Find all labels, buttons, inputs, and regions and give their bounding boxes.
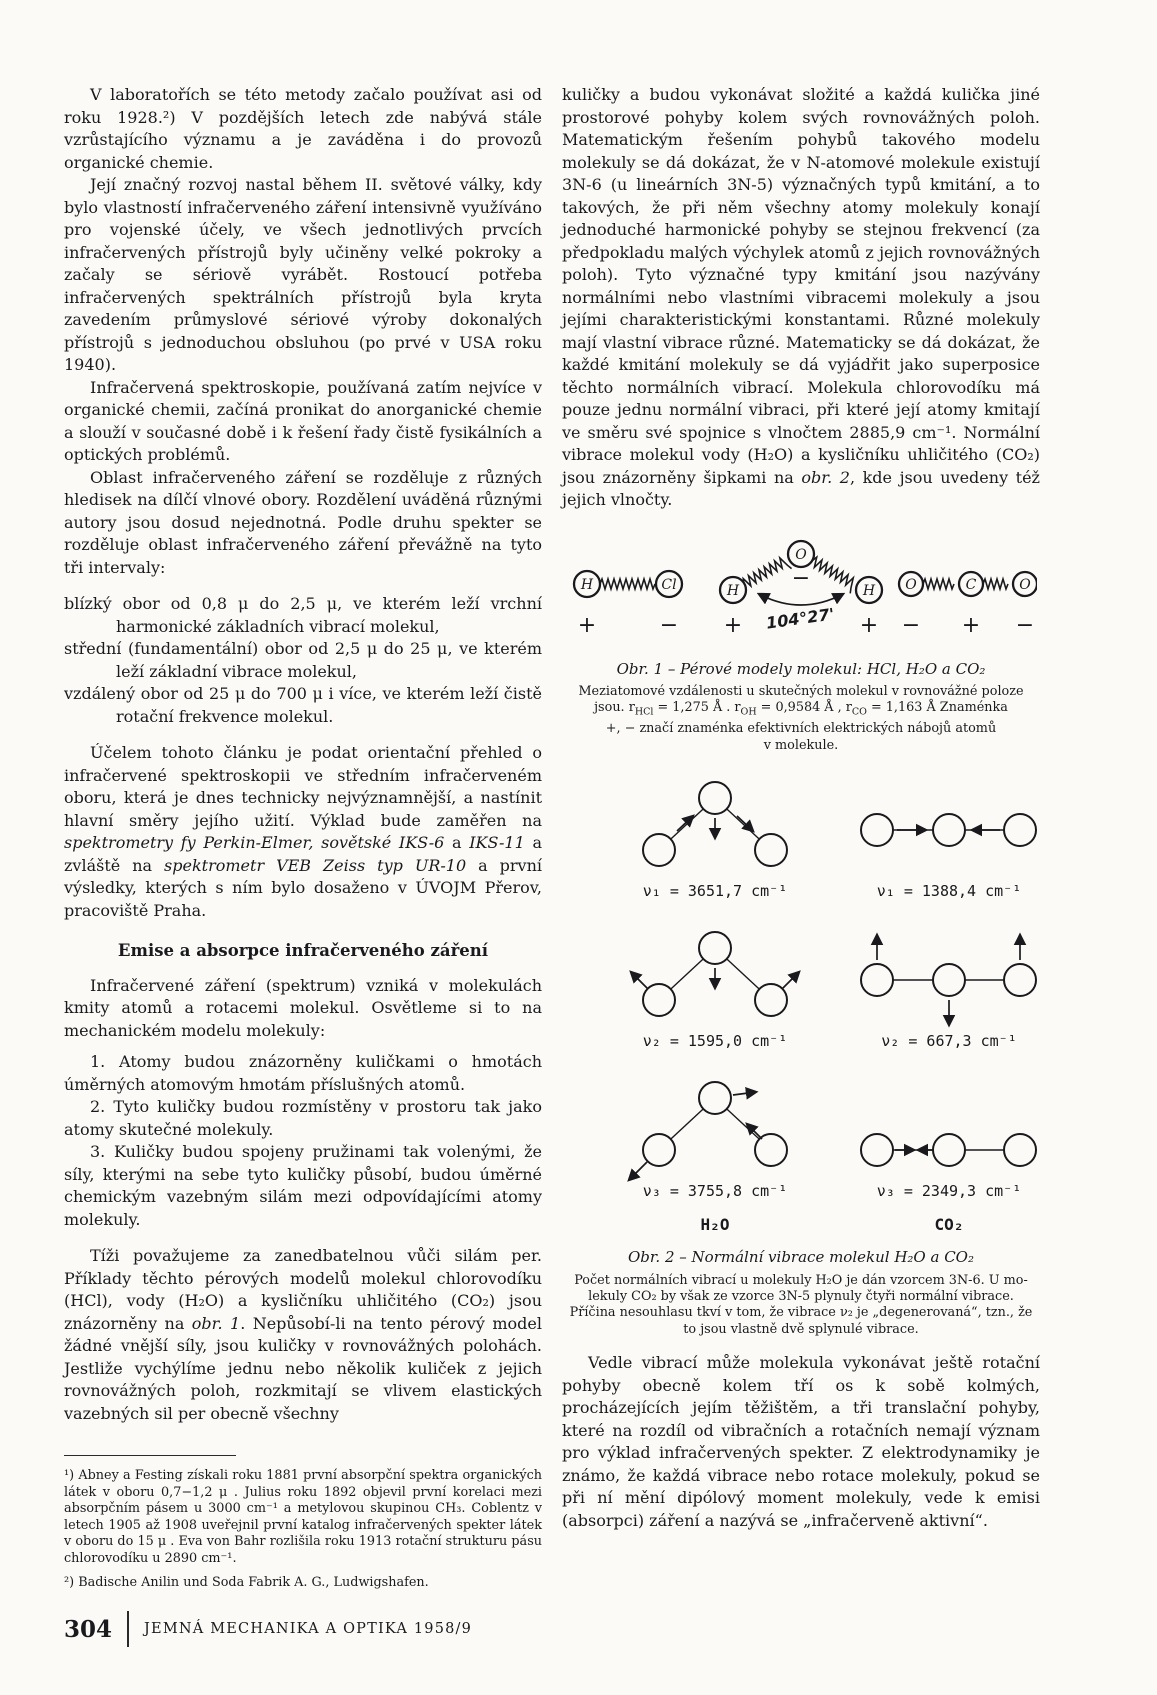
footnote-1: ¹) Abney a Festing získali roku 1881 první absorpční spektra organických látek v oboru 0,7−1,2 μ . Julius roku 1892 objevil první korelaci mezi absorpčním pásem u 3000 cm⁻¹ a metylovou skupinou CH₃. Coblentz v letech 1905 až 1908 uveřejnil první katalog infračervených spekter látek v oboru do 15 μ . Eva von Bahr rozlišila roku 1913 rotační strukturu pásu chlorovodíku u 2890 cm⁻¹. [64, 1468, 542, 1566]
paragraph-spring-models [64, 1245, 542, 1425]
svg-text:H: H [580, 576, 594, 593]
journal-title: JEMNÁ MECHANIKA A OPTIKA 1958/9 [144, 1621, 473, 1637]
svg-text:H: H [726, 582, 740, 599]
svg-text:Cl: Cl [661, 576, 677, 593]
svg-text:−: − [791, 565, 811, 591]
text-run: . Nepůsobí-li na tento pérový model žádné vnější síly, jsou kuličky v rovnovážných polohách. Jestliže vychýlíme jednu nebo několik kuliček z jejich rovnovážných poloh, rozkmitají se vlivem elastických vazebných sil per obecně všechny [64, 1313, 542, 1423]
bond-angle-label: 104°27' [764, 603, 836, 633]
text-run: Tíži považujeme za zanedbatelnou vůči silám per. Příklady těchto pérových modelů molekul chlorovodíku (HCl), vody (H₂O) a kysličníku uhličitého (CO₂) jsou znázorněny na [64, 1246, 542, 1333]
numbered-item-2: 2. Tyto kuličky budou rozmístěny v prostoru tak jako atomy skutečné molekuly. [64, 1097, 542, 1139]
figure-1-note [562, 684, 1040, 754]
h2o-v3-label: ν₃ = 3755,8 cm⁻¹ [642, 1182, 788, 1201]
h2o-v1-diagram [643, 782, 788, 900]
paragraph-rotations: Vedle vibrací může molekula vykonávat ještě rotační pohyby obecně kolem tří os k sobě kolmých, procházejících jejím těžištěm, a tři translační pohyby, které na rozdíl od vibračních a rotačních nemají význam pro výklad infračervených spekter. Z elektrodynamiky je známo, že každá vibrace nebo rotace molekuly, pokud se při ní mění dipólový moment molekuly, vede k emisi (absorpci) záření a nazývá se „infračerveně aktivní“. [562, 1353, 1040, 1530]
note-line: Počet normálních vibrací u molekuly H₂O je dán vzorcem 3N-6. U mo- [574, 1272, 1028, 1288]
footer-divider [127, 1611, 129, 1647]
text-run: Účelem tohoto článku je podat orientační přehled o infračervené spektroskopii ve středním infračerveném oboru, která je dnes technicky nejvýznamnější, a nastínit hlavní směry jejího užití. Výklad bude zaměřen na [64, 743, 542, 830]
italic-figure-ref-1: obr. 1 [191, 1313, 241, 1333]
numbered-item-1: 1. Atomy budou znázorněny kuličkami o hmotách úměrných atomovým hmotám příslušných atomů. [64, 1052, 542, 1094]
h2o-spring-model [720, 541, 882, 638]
note-line: to jsou vlastně dvě splynulé vibrace. [683, 1321, 919, 1337]
figure-1-spring-models [562, 528, 1040, 755]
paragraph-intervals-intro: Oblast infračerveného záření se rozděluje z různých hledisek na dílčí vlnové obory. Rozdělení uváděná různými autory jsou dosud nejednotná. Podle druhu spekter se rozděluje oblast infračerveného záření převážně na tyto tři intervaly: [64, 467, 542, 577]
note-line: v molekule. [763, 737, 839, 753]
figure-2-note [562, 1273, 1040, 1339]
svg-text:−: − [659, 612, 679, 638]
note-line: Meziatomové vzdálenosti u skutečných molekul v rovnovážné poloze [578, 684, 1024, 699]
svg-text:O: O [795, 546, 807, 563]
left-column [64, 84, 542, 1598]
svg-text:+: + [859, 612, 879, 638]
right-column [562, 84, 1040, 1598]
svg-text:O: O [1019, 576, 1031, 593]
note-line: Příčina nesouhlasu tkví v tom, že vibrace ν₂ je „degenerovaná“, tzn., že [569, 1305, 1033, 1321]
figure-1-drawing [565, 528, 1037, 650]
co2-v1-diagram [861, 814, 1036, 900]
subscript-co: CO [851, 706, 867, 718]
footnote-2: ²) Badische Anilin und Soda Fabrik A. G., Ludwigshafen. [64, 1574, 429, 1590]
figure-2-normal-vibrations [562, 768, 1040, 1338]
figure-1-caption-block [562, 658, 1040, 755]
italic-figure-ref-2: obr. 2 [801, 467, 850, 487]
text-run: , kde jsou uvedeny též jejich vlnočty. [562, 467, 1040, 509]
note-line: = 1,163 Å Znaménka [866, 700, 1008, 716]
text-run: a první výsledky, kterých s ním bylo dosaženo v ÚVOJM Přerov, pracoviště Praha. [64, 855, 543, 920]
svg-text:O: O [905, 576, 917, 593]
co2-v3-label: ν₃ = 2349,3 cm⁻¹ [876, 1182, 1022, 1201]
paragraph-mechanical-model: Infračervené záření (spektrum) vzniká v molekulách kmity atomů a rotacemi molekul. Osvětleme si to na mechanickém modelu molekuly: [64, 975, 542, 1040]
note-line: lekuly CO₂ by však ze vzorce 3N-5 plynuly čtyři normální vibrace. [588, 1289, 1014, 1305]
interval-item-near: blízký obor od 0,8 μ do 2,5 μ, ve kterém leží vrchní harmonické základních vibrací molekul, [64, 594, 542, 636]
svg-text:+: + [577, 612, 597, 638]
figure-2-drawing [565, 768, 1037, 1236]
co2-v3-diagram [861, 1134, 1036, 1200]
figure-2-caption: Obr. 2 – Normální vibrace molekul H₂O a CO₂ [628, 1248, 974, 1267]
svg-text:+: + [723, 612, 743, 638]
page-footer [64, 1611, 472, 1647]
note-line: +, − značí znaménka efektivních elektrických nábojů atomů [605, 721, 997, 737]
text-run: a zvláště na [64, 833, 542, 875]
numbered-item-3: 3. Kuličky budou spojeny pružinami tak volenými, že síly, kterými na sebe tyto kuličky působí, budou úměrné chemickým vazebným silám mezi odpovídajícími atomy molekuly. [64, 1142, 542, 1229]
svg-text:+: + [961, 612, 981, 638]
italic-spectrometers: spektrometry fy Perkin-Elmer, sovětské IKS-6 [64, 833, 445, 852]
subscript-oh: OH [740, 706, 757, 718]
note-line: = 0,9584 Å , r [756, 700, 852, 716]
italic-zeiss: spektrometr VEB Zeiss typ UR-10 [164, 855, 467, 875]
subscript-hcl: HCl [634, 706, 654, 718]
note-line: jsou. r [594, 700, 635, 716]
svg-text:C: C [965, 576, 977, 593]
paragraph-war-development: Její značný rozvoj nastal během II. světové války, kdy bylo vlastností infračerveného záření intensivně využíváno pro vojenské účely, ve všech jednotlivých prvcích infračervených přístrojů byly učiněny velké pokroky a začaly se sériově vyrábět. Rostoucí potřeba infračervených spektrálních přístrojů byla kryta zavedením průmyslové sériové výroby dokonalých přístrojů s jednoduchou obsluhou (po prvé v USA roku 1940). [64, 175, 542, 374]
section-heading: Emise a absorpce infračerveného záření [117, 941, 489, 960]
bond-angle-arc [759, 594, 843, 605]
figure-1-caption: Obr. 1 – Pérové modely molekul: HCl, H₂O a CO₂ [616, 659, 986, 678]
italic-iks11: IKS-11 [469, 833, 525, 852]
interval-item-middle: střední (fundamentální) obor od 2,5 μ do 25 μ, ve kterém leží základní vibrace molekul, [64, 639, 542, 681]
page-number: 304 [64, 1615, 113, 1643]
paragraph-spectroscopy-use: Infračervená spektroskopie, používaná zatím nejvíce v organické chemii, začíná pronikat do anorganické chemie a slouží v současné době i k řešení řady čistě fysikálních a optických problémů. [64, 377, 542, 464]
h2o-v2-diagram [631, 932, 799, 1050]
co2-v2-label: ν₂ = 667,3 cm⁻¹ [881, 1032, 1017, 1051]
h2o-v1-label: ν₁ = 3651,7 cm⁻¹ [642, 882, 788, 901]
text-run: a [444, 833, 470, 852]
note-line: = 1,275 Å . r [653, 700, 741, 716]
co2-v1-label: ν₁ = 1388,4 cm⁻¹ [876, 882, 1022, 901]
svg-text:−: − [1015, 612, 1035, 638]
co2-spring-model [899, 572, 1037, 638]
co2-molecule-label: CO₂ [934, 1215, 964, 1235]
footnote-rule [64, 1455, 236, 1456]
h2o-v2-label: ν₂ = 1595,0 cm⁻¹ [642, 1032, 788, 1051]
interval-list [64, 593, 542, 728]
h2o-molecule-label: H₂O [700, 1215, 730, 1235]
h2o-v3-diagram [629, 1082, 787, 1200]
paragraph-intro: V laboratořích se této metody začalo používat asi od roku 1928.²) V pozdějších letech zde nabývá stále vzrůstajícího významu a je zaváděna i do provozů organické chemie. [64, 85, 542, 172]
hcl-spring-model [574, 571, 682, 638]
figure-2-caption-block [562, 1246, 1040, 1338]
paragraph-normal-vibrations [562, 84, 1040, 512]
co2-v2-diagram [861, 935, 1036, 1050]
interval-item-far: vzdálený obor od 25 μ do 700 μ i více, ve kterém leží čistě rotační frekvence molekul. [64, 684, 542, 726]
svg-text:−: − [901, 612, 921, 638]
paragraph-article-purpose [64, 742, 542, 922]
text-run: kuličky a budou vykonávat složité a každá kulička jiné prostorové pohyby kolem svých rovnovážných poloh. Matematickým řešením pohybů takového modelu molekuly se dá dokázat, že v N-atomové molekule existují 3N-6 (u lineárních 3N-5) význačných typů kmitání, a to takových, že při něm všechny atomy molekuly konají jednoduché harmonické pohyby se stejnou frekvencí (za předpokladu malých výchylek atomů z jejich rovnovážných poloh). Tyto význačné typy kmitání jsou nazývány normálními nebo vlastními vibracemi molekuly a jsou jejími charakteristickými konstantami. Různé molekuly mají vlastní vibrace různé. Matematicky se dá dokázat, že každé kmitání molekuly se dá vyjádřit jako superposice těchto normálních vibrací. Molekula chlorovodíku má pouze jednu normální vibraci, při které její atomy kmitají ve směru své spojnice s vlnočtem 2885,9 cm⁻¹. Normální vibrace molekul vody (H₂O) a kysličníku uhličitého (CO₂) jsou znázorněny šipkami na [562, 85, 1040, 487]
svg-text:H: H [862, 582, 876, 599]
